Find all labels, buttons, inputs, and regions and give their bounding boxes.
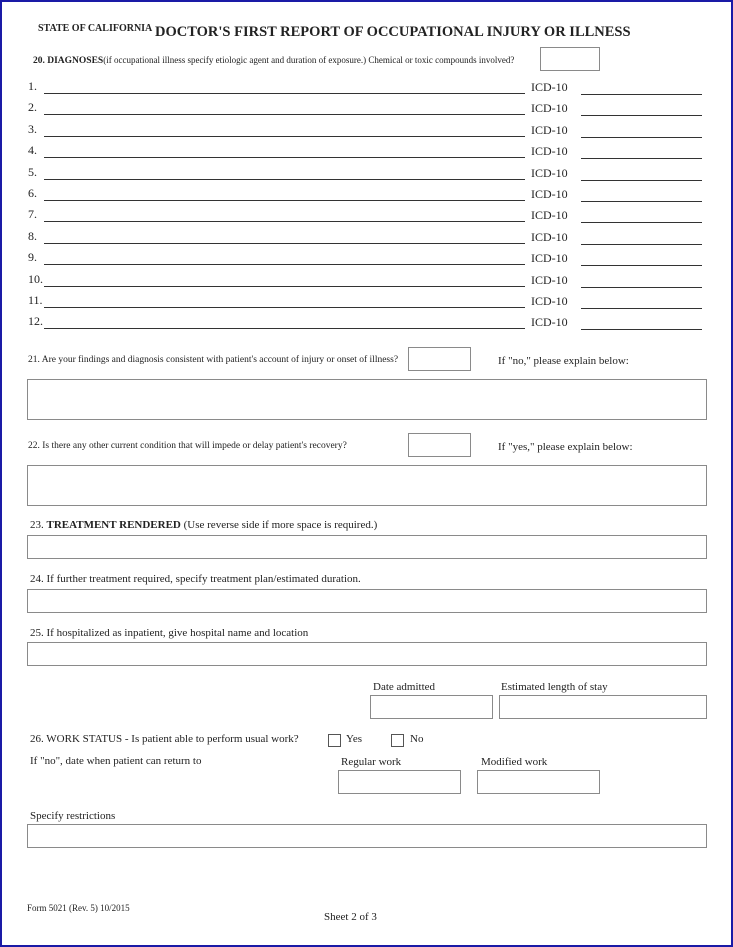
form-number: Form 5021 (Rev. 5) 10/2015 <box>27 903 130 913</box>
q21-answer-field[interactable] <box>408 347 471 371</box>
form-title: DOCTOR'S FIRST REPORT OF OCCUPATIONAL INJURY OR ILLNESS <box>155 24 631 40</box>
length-of-stay-field[interactable] <box>499 695 707 719</box>
diagnosis-row-number: 10. <box>28 272 43 286</box>
diagnosis-line[interactable] <box>44 328 525 329</box>
diagnosis-line[interactable] <box>44 307 525 308</box>
icd10-label: ICD-10 <box>531 187 568 201</box>
icd10-code-line[interactable] <box>581 180 702 181</box>
icd10-code-line[interactable] <box>581 329 702 330</box>
diagnosis-row-number: 1. <box>28 79 37 93</box>
work-no-checkbox[interactable] <box>391 734 404 747</box>
length-of-stay-label: Estimated length of stay <box>501 681 608 693</box>
diagnosis-line[interactable] <box>44 114 525 115</box>
q23-treatment-field[interactable] <box>27 535 707 559</box>
icd10-code-line[interactable] <box>581 287 702 288</box>
q24-label: 24. If further treatment required, specify treatment plan/estimated duration. <box>30 573 361 585</box>
restrictions-label: Specify restrictions <box>30 810 116 822</box>
icd10-label: ICD-10 <box>531 315 568 329</box>
diagnosis-row-number: 7. <box>28 207 37 221</box>
q24-treatment-plan-field[interactable] <box>27 589 707 613</box>
q22-note: If "yes," please explain below: <box>498 441 633 453</box>
modified-work-date-field[interactable] <box>477 770 600 794</box>
icd10-label: ICD-10 <box>531 166 568 180</box>
diagnosis-line[interactable] <box>44 136 525 137</box>
work-no-label: No <box>410 733 424 745</box>
q22-answer-field[interactable] <box>408 433 471 457</box>
icd10-code-line[interactable] <box>581 222 702 223</box>
icd10-label: ICD-10 <box>531 273 568 287</box>
q20-label <box>33 55 514 66</box>
icd10-label: ICD-10 <box>531 230 568 244</box>
return-date-label: If "no", date when patient can return to <box>30 755 202 767</box>
icd10-code-line[interactable] <box>581 115 702 116</box>
chemical-compounds-field[interactable] <box>540 47 600 71</box>
diagnosis-row-number: 2. <box>28 100 37 114</box>
diagnosis-row-number: 3. <box>28 122 37 136</box>
icd10-label: ICD-10 <box>531 208 568 222</box>
work-yes-label: Yes <box>346 733 363 745</box>
icd10-code-line[interactable] <box>581 244 702 245</box>
q21-question: 21. Are your findings and diagnosis consistent with patient's account of injury or onset of illness? <box>28 355 399 365</box>
diagnosis-row-number: 11. <box>28 293 43 307</box>
diagnosis-row-number: 4. <box>28 143 37 157</box>
q23-label <box>30 519 377 531</box>
regular-work-label: Regular work <box>341 756 402 768</box>
date-admitted-field[interactable] <box>370 695 493 719</box>
q20-label-bold: 20. DIAGNOSES <box>33 56 104 66</box>
icd10-label: ICD-10 <box>531 123 568 137</box>
icd10-label: ICD-10 <box>531 101 568 115</box>
sheet-number: Sheet 2 of 3 <box>324 911 377 923</box>
icd10-code-line[interactable] <box>581 137 702 138</box>
icd10-label: ICD-10 <box>531 80 568 94</box>
diagnosis-row-number: 6. <box>28 186 37 200</box>
modified-work-label: Modified work <box>481 756 548 768</box>
q25-label: 25. If hospitalized as inpatient, give hospital name and location <box>30 627 309 639</box>
icd10-code-line[interactable] <box>581 265 702 266</box>
icd10-label: ICD-10 <box>531 144 568 158</box>
q21-note: If "no," please explain below: <box>498 355 629 367</box>
diagnosis-row-number: 12. <box>28 314 43 328</box>
q23-label-bold: TREATMENT RENDERED <box>46 519 181 531</box>
icd10-code-line[interactable] <box>581 201 702 202</box>
q26-label: 26. WORK STATUS - Is patient able to perform usual work? <box>30 733 299 745</box>
work-yes-checkbox[interactable] <box>328 734 341 747</box>
q22-explain-field[interactable] <box>27 465 707 506</box>
diagnosis-line[interactable] <box>44 179 525 180</box>
icd10-code-line[interactable] <box>581 158 702 159</box>
diagnosis-row-number: 9. <box>28 250 37 264</box>
state-label: STATE OF CALIFORNIA <box>38 23 153 34</box>
icd10-label: ICD-10 <box>531 251 568 265</box>
q21-explain-field[interactable] <box>27 379 707 420</box>
q25-hospital-field[interactable] <box>27 642 707 666</box>
diagnosis-row-number: 8. <box>28 229 37 243</box>
diagnosis-line[interactable] <box>44 221 525 222</box>
q23-label-num: 23. <box>30 519 47 531</box>
q22-question: 22. Is there any other current condition that will impede or delay patient's recovery? <box>28 441 347 451</box>
diagnosis-line[interactable] <box>44 200 525 201</box>
diagnosis-line[interactable] <box>44 264 525 265</box>
diagnosis-line[interactable] <box>44 286 525 287</box>
diagnosis-line[interactable] <box>44 157 525 158</box>
diagnosis-line[interactable] <box>44 243 525 244</box>
q20-label-rest: (if occupational illness specify etiologic agent and duration of exposure.) Chemical or toxic compounds involved? <box>103 55 515 65</box>
diagnosis-row-number: 5. <box>28 165 37 179</box>
diagnosis-line[interactable] <box>44 93 525 94</box>
restrictions-field[interactable] <box>27 824 707 848</box>
icd10-label: ICD-10 <box>531 294 568 308</box>
icd10-code-line[interactable] <box>581 94 702 95</box>
date-admitted-label: Date admitted <box>373 681 436 693</box>
q23-label-rest: (Use reverse side if more space is required.) <box>180 519 378 531</box>
regular-work-date-field[interactable] <box>338 770 461 794</box>
icd10-code-line[interactable] <box>581 308 702 309</box>
